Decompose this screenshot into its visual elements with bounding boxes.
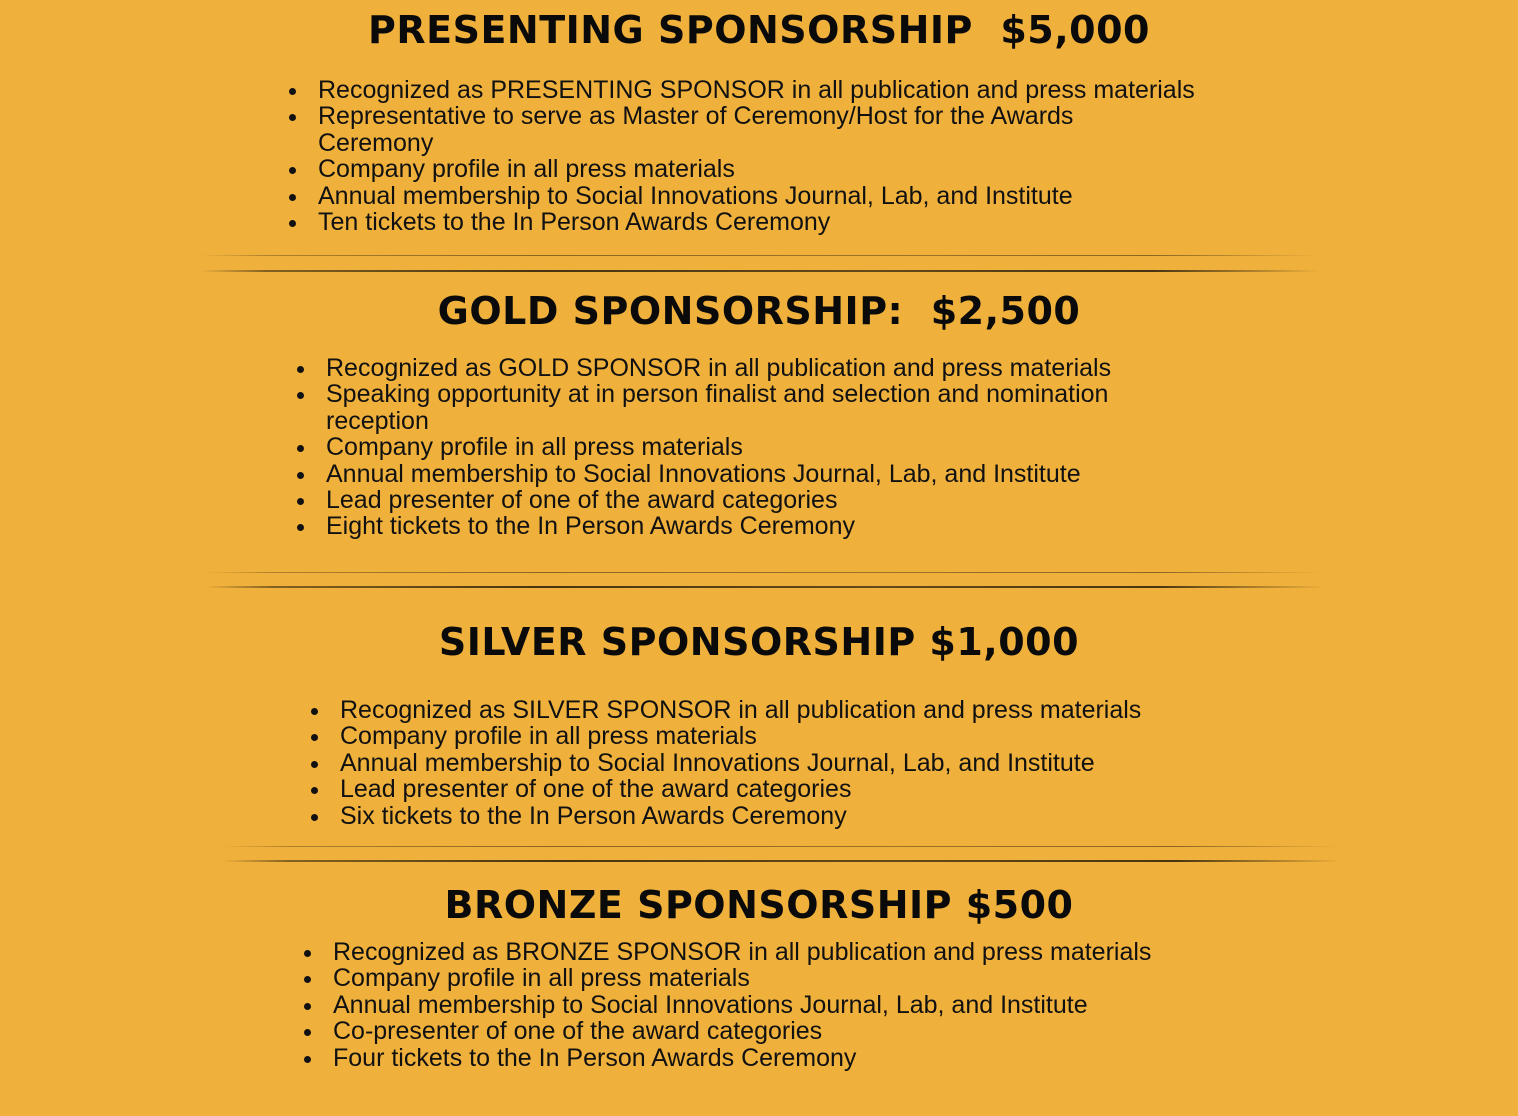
list-item: Lead presenter of one of the award categories	[294, 487, 1194, 513]
silver-sponsorship-heading: SILVER SPONSORSHIP $1,000	[438, 620, 1080, 664]
list-item: Annual membership to Social Innovations Journal, Lab, and Institute	[294, 461, 1194, 487]
gold-sponsorship-heading: GOLD SPONSORSHIP: $2,500	[437, 289, 1081, 333]
list-item: Recognized as GOLD SPONSOR in all publication and press materials	[294, 355, 1194, 381]
list-item: Ten tickets to the In Person Awards Ceremony	[286, 209, 1206, 235]
list-item: Speaking opportunity at in person finalist and selection and nomination reception	[294, 381, 1156, 434]
list-item: Lead presenter of one of the award categories	[308, 776, 1208, 802]
gold-sponsorship-benefits	[294, 355, 1194, 540]
bronze-sponsorship-heading: BRONZE SPONSORSHIP $500	[444, 883, 1074, 927]
list-item: Eight tickets to the In Person Awards Ceremony	[294, 513, 1194, 539]
list-item: Annual membership to Social Innovations Journal, Lab, and Institute	[286, 183, 1206, 209]
list-item: Company profile in all press materials	[301, 965, 1201, 991]
section-divider	[222, 843, 1342, 863]
list-item: Annual membership to Social Innovations Journal, Lab, and Institute	[301, 992, 1201, 1018]
list-item: Representative to serve as Master of Ceremony/Host for the Awards Ceremony	[286, 103, 1118, 156]
list-item: Recognized as BRONZE SPONSOR in all publication and press materials	[301, 939, 1201, 965]
list-item: Recognized as SILVER SPONSOR in all publication and press materials	[308, 697, 1208, 723]
list-item: Recognized as PRESENTING SPONSOR in all publication and press materials	[286, 77, 1206, 103]
list-item: Company profile in all press materials	[308, 723, 1208, 749]
silver-sponsorship-benefits	[308, 697, 1208, 829]
section-divider	[205, 569, 1325, 589]
bronze-sponsorship-benefits	[301, 939, 1201, 1071]
list-item: Six tickets to the In Person Awards Ceremony	[308, 803, 1208, 829]
presenting-sponsorship-heading: PRESENTING SPONSORSHIP $5,000	[368, 8, 1150, 52]
section-divider	[200, 252, 1320, 272]
list-item: Annual membership to Social Innovations Journal, Lab, and Institute	[308, 750, 1208, 776]
list-item: Company profile in all press materials	[294, 434, 1194, 460]
list-item: Company profile in all press materials	[286, 156, 1206, 182]
presenting-sponsorship-benefits	[286, 77, 1206, 235]
list-item: Co-presenter of one of the award categories	[301, 1018, 1201, 1044]
list-item: Four tickets to the In Person Awards Ceremony	[301, 1045, 1201, 1071]
